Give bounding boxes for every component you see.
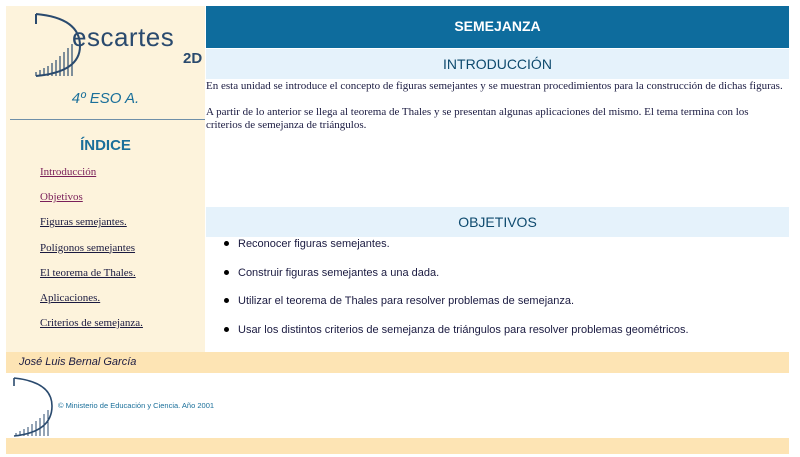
footer-logo xyxy=(12,376,54,438)
menu-link-objetivos[interactable]: Objetivos xyxy=(40,191,83,204)
copyright-text: © Ministerio de Educación y Ciencia. Año 2001 xyxy=(58,401,215,410)
objective-item: Reconocer figuras semejantes. xyxy=(222,236,689,265)
page-title: SEMEJANZA xyxy=(206,6,789,48)
author-name: José Luis Bernal García xyxy=(19,356,137,368)
descartes-logo xyxy=(30,10,203,80)
author-bar xyxy=(6,352,789,373)
objective-item: Utilizar el teorema de Thales para resolver problemas de semejanza. xyxy=(222,293,689,322)
index-menu xyxy=(40,163,143,339)
menu-link-introduccion[interactable]: Introducción xyxy=(40,166,97,178)
sidebar-divider xyxy=(10,119,205,120)
intro-paragraph-2: A partir de lo anterior se llega al teorema de Thales y se presentan algunas aplicaciones del mismo. El tema termina con los criterios de semejanza de triángulos. xyxy=(206,106,749,131)
objective-item: Usar los distintos criterios de semejanza de triángulos para resolver problemas geométricos. xyxy=(222,322,689,351)
logo-suffix: 2D xyxy=(183,50,203,67)
menu-link-poligonos-semejantes[interactable]: Polígonos semejantes xyxy=(40,241,136,254)
descartes-mark-icon xyxy=(12,376,54,438)
objectives-heading: OBJETIVOS xyxy=(206,207,789,237)
page xyxy=(6,6,789,454)
menu-link-criterios-semejanza[interactable]: Criterios de semejanza. xyxy=(40,317,143,330)
logo-text: escartes xyxy=(72,22,175,52)
objectives-list xyxy=(222,236,689,350)
objective-item: Construir figuras semejantes a una dada. xyxy=(222,265,689,294)
menu-link-aplicaciones[interactable]: Aplicaciones. xyxy=(40,291,101,304)
intro-paragraph-1: En esta unidad se introduce el concepto de figuras semejantes y se muestran procedimientos para la construcción de dichas figuras. xyxy=(206,80,783,92)
menu-link-teorema-thales[interactable]: El teorema de Thales. xyxy=(40,266,136,279)
menu-link-figuras-semejantes[interactable]: Figuras semejantes. xyxy=(40,216,127,229)
intro-heading: INTRODUCCIÓN xyxy=(206,49,789,79)
course-label: 4º ESO A. xyxy=(71,90,140,107)
sidebar xyxy=(6,6,205,352)
index-title: ÍNDICE xyxy=(80,137,131,154)
main-content xyxy=(206,6,789,352)
bottom-bar xyxy=(6,438,789,454)
